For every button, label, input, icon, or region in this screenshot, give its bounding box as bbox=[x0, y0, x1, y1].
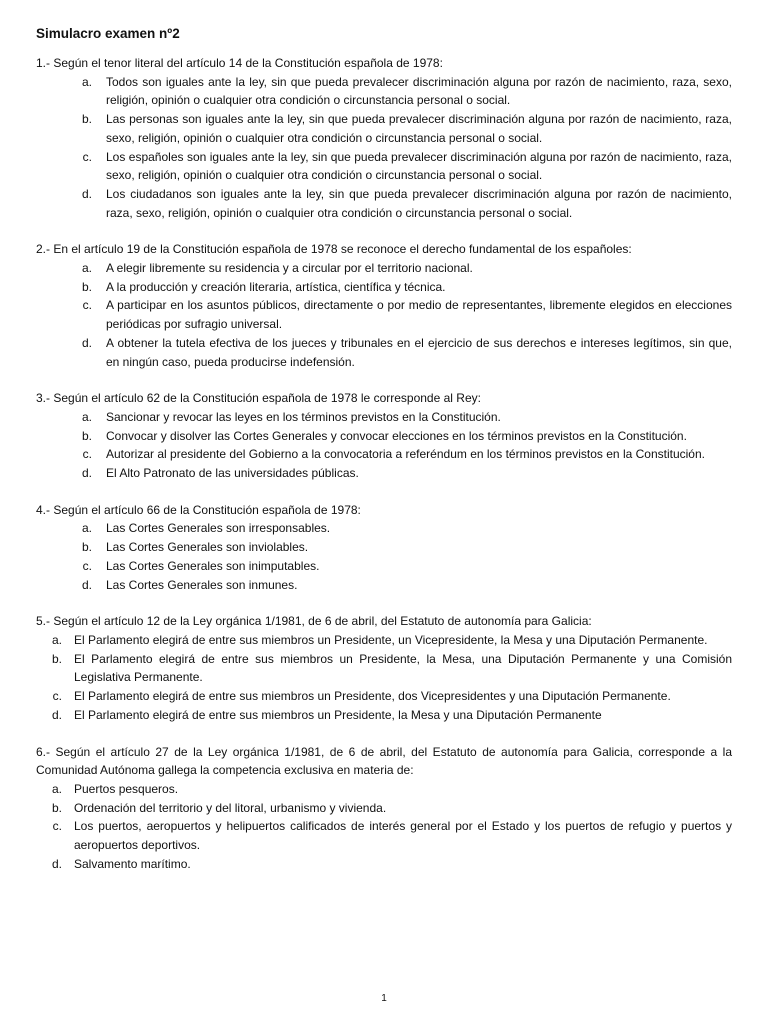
option-letter: d. bbox=[51, 707, 62, 722]
option-text: Los ciudadanos son iguales ante la ley, sin que pueda prevalecer discriminación alguna por razón de nacimiento, raza, sexo, religión, opinión o cualquier otra condición o circunstancia personal o social. bbox=[106, 186, 732, 220]
option-text: A obtener la tutela efectiva de los jueces y tribunales en el ejercicio de sus derechos e intereses legítimos, sin que, en ningún caso, pueda producirse indefensión. bbox=[106, 335, 732, 369]
question-3 bbox=[36, 389, 732, 483]
option-text: El Alto Patronato de las universidades públicas. bbox=[106, 466, 359, 481]
option-item bbox=[36, 259, 732, 278]
option-letter: d. bbox=[81, 466, 92, 481]
question-text: 1.- Según el tenor literal del artículo 14 de la Constitución española de 1978: bbox=[36, 56, 443, 70]
option-item bbox=[36, 557, 732, 576]
question-2 bbox=[36, 240, 732, 371]
option-letter: a. bbox=[81, 521, 92, 536]
option-text: Salvamento marítimo. bbox=[74, 856, 191, 871]
option-item bbox=[36, 538, 732, 557]
option-text: El Parlamento elegirá de entre sus miembros un Presidente, un Vicepresidente, la Mesa y una Diputación Permanente. bbox=[74, 632, 708, 647]
option-item bbox=[36, 576, 732, 595]
option-text: Todos son iguales ante la ley, sin que pueda prevalecer discriminación alguna por razón de nacimiento, raza, sexo, religión, opinión o cualquier otra condición o circunstancia personal o social. bbox=[106, 74, 732, 108]
option-text: A elegir libremente su residencia y a circular por el territorio nacional. bbox=[106, 261, 473, 276]
option-item bbox=[36, 148, 732, 185]
option-letter: b. bbox=[81, 428, 92, 443]
option-text: Los españoles son iguales ante la ley, sin que pueda prevalecer discriminación alguna por razón de nacimiento, raza, sexo, religión, opinión o cualquier otra condición o circunstancia personal o social. bbox=[106, 149, 732, 183]
option-list bbox=[36, 73, 732, 223]
option-letter: c. bbox=[82, 447, 92, 462]
option-list bbox=[36, 408, 732, 483]
option-item bbox=[36, 855, 732, 874]
option-text: A participar en los asuntos públicos, directamente o por medio de representantes, libremente elegidos en elecciones periódicas por sufragio universal. bbox=[106, 298, 732, 332]
option-letter: d. bbox=[81, 186, 92, 201]
option-text: A la producción y creación literaria, artística, científica y técnica. bbox=[106, 279, 446, 294]
option-list bbox=[36, 519, 732, 594]
exam-page bbox=[36, 20, 732, 891]
option-text: El Parlamento elegirá de entre sus miembros un Presidente, la Mesa, una Diputación Permanente y una Comisión Legislativa Permanente. bbox=[74, 651, 732, 685]
option-list bbox=[36, 259, 732, 371]
option-text: Los puertos, aeropuertos y helipuertos calificados de interés general por el Estado y los puertos de refugio y puertos y aeropuertos deportivos. bbox=[74, 819, 732, 853]
option-letter: c. bbox=[82, 149, 92, 164]
option-item bbox=[36, 445, 732, 464]
option-item bbox=[36, 519, 732, 538]
option-letter: a. bbox=[51, 781, 62, 796]
option-item bbox=[36, 706, 732, 725]
question-text: 2.- En el artículo 19 de la Constitución española de 1978 se reconoce el derecho fundamental de los españoles: bbox=[36, 242, 632, 257]
page-title: Simulacro examen nº2 bbox=[36, 26, 180, 41]
option-letter: c. bbox=[52, 689, 62, 704]
question-text: 3.- Según el artículo 62 de la Constitución española de 1978 le corresponde al Rey: bbox=[36, 391, 481, 406]
option-letter: a. bbox=[81, 261, 92, 276]
option-text: El Parlamento elegirá de entre sus miembros un Presidente, la Mesa y una Diputación Permanente bbox=[74, 707, 602, 722]
option-text: Las Cortes Generales son inimputables. bbox=[106, 558, 320, 573]
option-letter: b. bbox=[81, 540, 92, 555]
option-item bbox=[36, 278, 732, 297]
option-text: Puertos pesqueros. bbox=[74, 781, 179, 796]
question-4 bbox=[36, 501, 732, 595]
option-letter: b. bbox=[51, 800, 62, 815]
option-item bbox=[36, 780, 732, 799]
option-letter: a. bbox=[51, 632, 62, 647]
option-item bbox=[36, 464, 732, 483]
option-letter: b. bbox=[51, 651, 62, 666]
option-letter: b. bbox=[81, 112, 92, 127]
question-text: 5.- Según el artículo 12 de la Ley orgánica 1/1981, de 6 de abril, del Estatuto de autonomía para Galicia: bbox=[36, 614, 592, 629]
option-list bbox=[36, 631, 732, 725]
question-6 bbox=[36, 743, 732, 874]
option-text: Las Cortes Generales son inviolables. bbox=[106, 540, 309, 555]
option-item bbox=[36, 334, 732, 371]
option-letter: a. bbox=[81, 409, 92, 424]
option-text: Las Cortes Generales son inmunes. bbox=[106, 577, 298, 592]
option-text: Autorizar al presidente del Gobierno a la convocatoria a referéndum en los términos previstos en la Constitución. bbox=[106, 447, 705, 462]
option-item bbox=[36, 408, 732, 427]
option-item bbox=[36, 687, 732, 706]
option-text: Sancionar y revocar las leyes en los términos previstos en la Constitución. bbox=[106, 409, 501, 424]
page-number: 1 bbox=[381, 993, 387, 1004]
option-item bbox=[36, 185, 732, 222]
option-letter: d. bbox=[51, 856, 62, 871]
option-item bbox=[36, 799, 732, 818]
question-text: 6.- Según el artículo 27 de la Ley orgánica 1/1981, de 6 de abril, del Estatuto de autonomía para Galicia, corresponde a la Comunidad Autónoma gallega la competencia exclusiva en materia de: bbox=[36, 744, 732, 778]
option-letter: c. bbox=[52, 819, 62, 834]
option-letter: a. bbox=[81, 74, 92, 89]
option-letter: c. bbox=[82, 558, 92, 573]
option-text: Ordenación del territorio y del litoral, urbanismo y vivienda. bbox=[74, 800, 387, 815]
option-letter: b. bbox=[81, 279, 92, 294]
question-5 bbox=[36, 612, 732, 724]
option-item bbox=[36, 631, 732, 650]
option-letter: d. bbox=[81, 335, 92, 350]
option-item bbox=[36, 650, 732, 687]
question-1 bbox=[36, 54, 732, 222]
option-text: Las personas son iguales ante la ley, sin que pueda prevalecer discriminación alguna por razón de nacimiento, raza, sexo, religión, opinión o cualquier otra condición o circunstancia personal o social. bbox=[106, 112, 732, 145]
option-letter: c. bbox=[82, 298, 92, 313]
option-item bbox=[36, 73, 732, 110]
option-list bbox=[36, 780, 732, 874]
option-letter: d. bbox=[81, 577, 92, 592]
option-item bbox=[36, 427, 732, 446]
option-text: Convocar y disolver las Cortes Generales y convocar elecciones en los términos previstos en la Constitución. bbox=[106, 428, 687, 443]
option-item bbox=[36, 296, 732, 333]
question-text: 4.- Según el artículo 66 de la Constitución española de 1978: bbox=[36, 502, 361, 517]
option-item bbox=[36, 817, 732, 854]
option-text: El Parlamento elegirá de entre sus miembros un Presidente, dos Vicepresidentes y una Diputación Permanente. bbox=[74, 689, 671, 704]
question-list bbox=[36, 54, 732, 873]
option-item bbox=[36, 110, 732, 147]
option-text: Las Cortes Generales son irresponsables. bbox=[106, 521, 331, 536]
